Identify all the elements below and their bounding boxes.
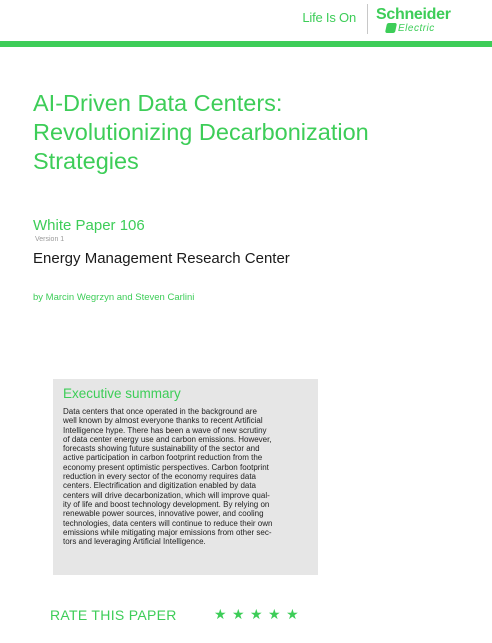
summary-line: active participation in carbon footprint reduction from the xyxy=(63,453,263,463)
summary-line: technologies, data centers will continue to reduce their own xyxy=(63,518,273,528)
brand-logo-name: Schneider xyxy=(376,6,451,23)
summary-line: economy present optimistic perspectives. Carbon footprint xyxy=(63,462,269,472)
rating-stars xyxy=(214,606,300,624)
title-line: Revolutionizing Decarbonization xyxy=(33,119,369,145)
star-2-icon[interactable]: ★ xyxy=(232,607,245,623)
header-divider xyxy=(367,4,368,34)
rate-this-paper-label: RATE THIS PAPER xyxy=(50,607,177,623)
summary-line: of data center energy use and carbon emissions. However, xyxy=(63,434,272,444)
star-4-icon[interactable]: ★ xyxy=(268,607,281,623)
summary-line: ity of life and boost technology development. By relying on xyxy=(63,499,270,509)
version-label: Version 1 xyxy=(35,236,65,243)
summary-line: centers will drive decarbonization, which will improve qual- xyxy=(63,490,270,500)
title-line: AI-Driven Data Centers: xyxy=(33,90,283,116)
summary-line: renewable power sources, innovative power, and cooling xyxy=(63,509,264,519)
executive-summary-box xyxy=(53,379,318,575)
research-center: Energy Management Research Center xyxy=(33,250,290,267)
title-line: Strategies xyxy=(33,148,139,174)
header-green-bar xyxy=(0,41,492,47)
star-3-icon[interactable]: ★ xyxy=(250,607,263,623)
document-title xyxy=(33,89,463,176)
summary-line: Data centers that once operated in the background are xyxy=(63,407,257,416)
summary-line: forecasts showing future sustainability of the sector and xyxy=(63,444,260,454)
summary-line: reduction in every sector of the economy requires data xyxy=(63,472,256,482)
star-5-icon[interactable]: ★ xyxy=(286,607,299,623)
star-1-icon[interactable]: ★ xyxy=(214,607,227,623)
white-paper-number: White Paper 106 xyxy=(33,217,145,234)
summary-line: tors and leveraging Artificial Intelligence. xyxy=(63,537,206,547)
summary-line: Intelligence hype. There has been a wave of new scrutiny xyxy=(63,425,267,435)
authors: by Marcin Wegrzyn and Steven Carlini xyxy=(33,292,195,303)
brand-logo-mark-icon xyxy=(385,23,397,33)
summary-line: well known by almost everyone thanks to recent Artificial xyxy=(63,416,263,426)
summary-line: emissions while mitigating major emissions from other sec- xyxy=(63,527,272,537)
summary-line: centers. Electrification and digitization enabled by data xyxy=(63,481,257,491)
tagline: Life Is On xyxy=(302,10,356,25)
brand-logo-sub: Electric xyxy=(398,23,435,34)
executive-summary-heading: Executive summary xyxy=(63,386,181,401)
executive-summary-text xyxy=(63,407,313,546)
